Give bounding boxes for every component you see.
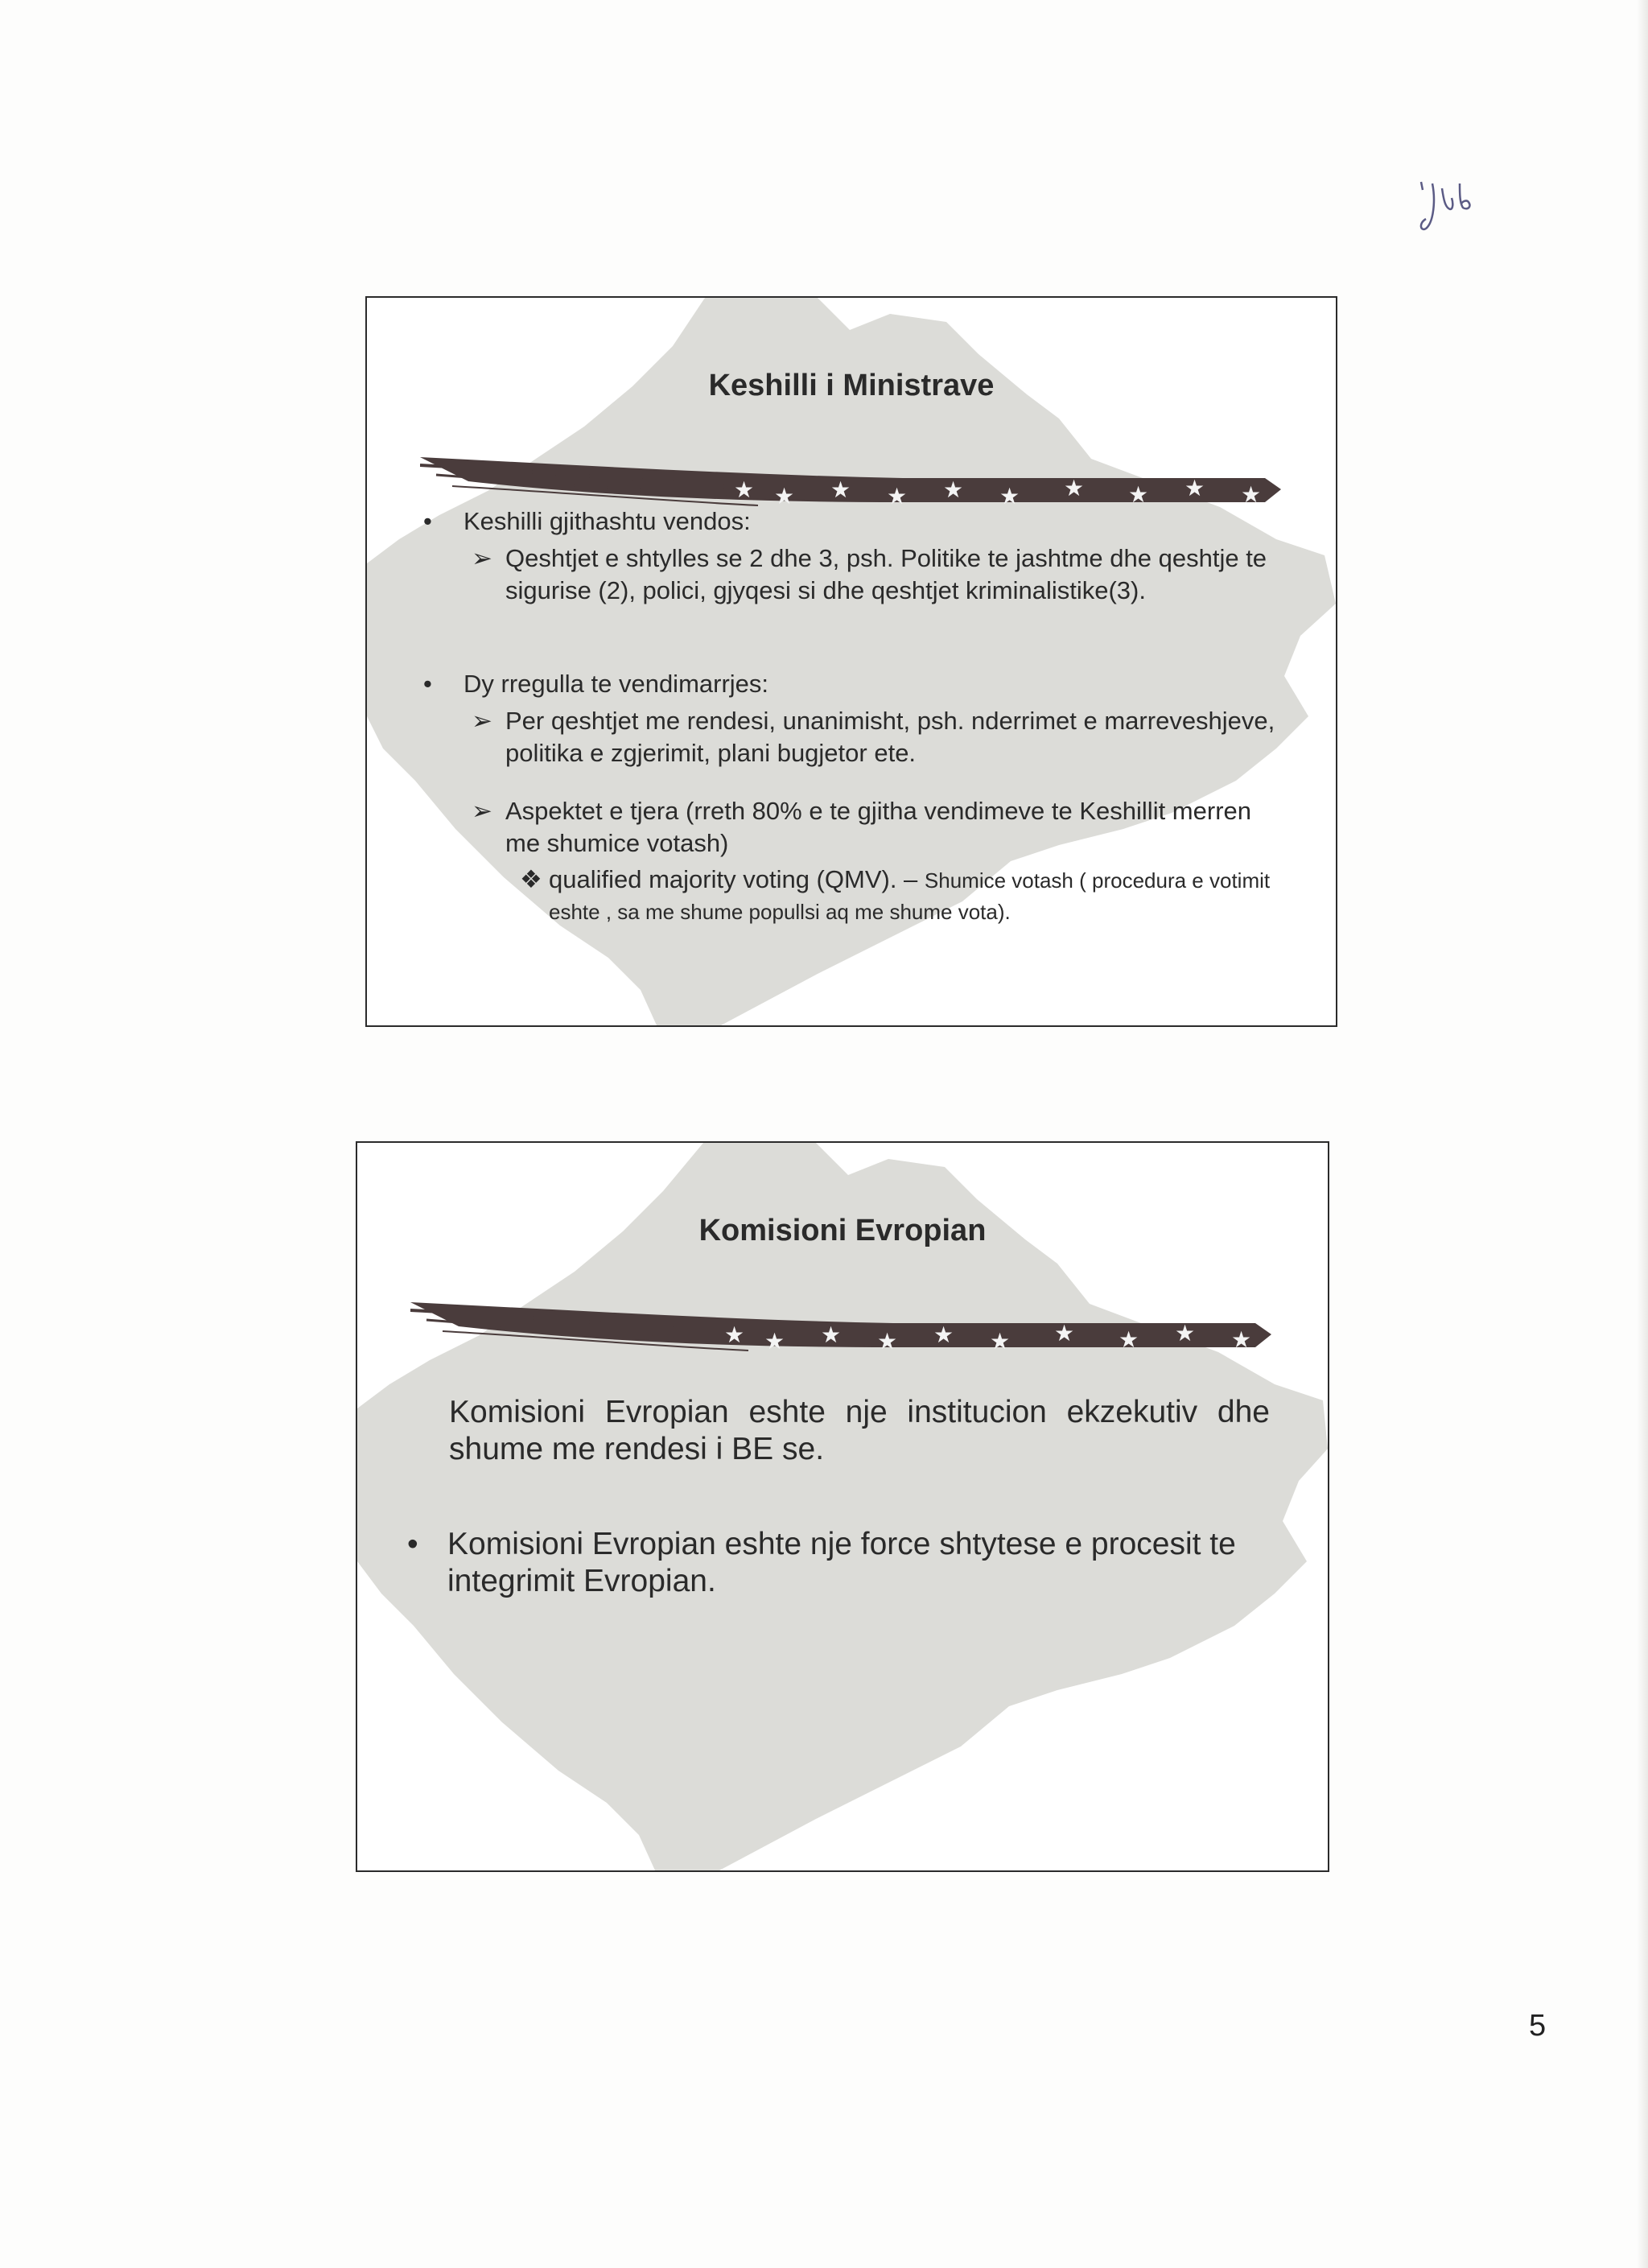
page-number: 5 (1529, 2009, 1547, 2043)
svg-text:★: ★ (1175, 1321, 1196, 1346)
qmv-explanation: Shumice votash ( procedura e votimit eshte , sa me shume popullsi aq me shume vota). (549, 868, 1271, 924)
svg-text:★: ★ (724, 1322, 745, 1347)
svg-text:★: ★ (887, 484, 908, 509)
subsub-bullet-qmv (520, 864, 1292, 927)
svg-text:★: ★ (734, 477, 755, 502)
svg-text:★: ★ (999, 484, 1020, 509)
handwritten-initials (1415, 175, 1479, 240)
svg-text:★: ★ (990, 1329, 1011, 1354)
svg-text:★: ★ (1119, 1327, 1139, 1352)
sub-bullet-aspektet-tjera: ➢ Aspektet e tjera (rreth 80% e te gjitha vendimeve te Keshillit merren me shumice votash) (472, 797, 1252, 857)
svg-text:★: ★ (1184, 476, 1205, 501)
svg-text:★: ★ (774, 484, 795, 509)
svg-text:★: ★ (933, 1322, 954, 1347)
sub-bullet-unanimisht: ➢ Per qeshtjet me rendesi, unanimisht, psh. nderrimet e marreveshjeve, politika e zgjerimit, plani bugjetor ete. (472, 707, 1275, 767)
handwritten-initials-mark (1415, 175, 1479, 240)
svg-text:★: ★ (877, 1329, 898, 1354)
bullet-keshilli-vendos: • Keshilli gjithashtu vendos: (423, 507, 751, 535)
svg-text:★: ★ (830, 477, 851, 502)
svg-text:★: ★ (1054, 1321, 1075, 1346)
paragraph-institucion-ekzekutiv: Komisioni Evropian eshte nje institucion ekzekutiv dhe shume me rendesi i BE se. (449, 1395, 1270, 1466)
slide-title: Keshilli i Ministrave (708, 369, 995, 402)
slide-title: Komisioni Evropian (698, 1214, 987, 1247)
sub-bullet-qeshtjet-shtylles: ➢ Qeshtjet e shtylles se 2 dhe 3, psh. Politike te jashtme dhe qeshtje te sigurise (2), polici, gjyqesi si dhe qeshtjet kriminalistike(3). (472, 544, 1267, 604)
svg-text:★: ★ (764, 1329, 785, 1354)
slide-komisioni-evropian (356, 1141, 1329, 1872)
svg-text:★: ★ (1231, 1327, 1252, 1352)
svg-text:★: ★ (1128, 482, 1149, 507)
svg-text:★: ★ (821, 1322, 842, 1347)
bullet-rregulla-vendimarrjes: • Dy rregulla te vendimarrjes: (423, 670, 769, 698)
diamond-bullet-icon: ❖ (520, 865, 542, 893)
slide-keshilli-i-ministrave (365, 296, 1337, 1027)
scan-edge-shadow (1637, 0, 1648, 2268)
bullet-force-shtytese: • Komisioni Evropian eshte nje force shtytese e procesit te integrimit Evropian. (407, 1527, 1236, 1598)
arrow-bullet-icon: ➢ (472, 707, 492, 735)
arrow-bullet-icon: ➢ (472, 544, 492, 572)
svg-text:★: ★ (1241, 482, 1262, 507)
arrow-bullet-icon: ➢ (472, 797, 492, 825)
bullet-dot: • (407, 1527, 418, 1561)
svg-text:★: ★ (943, 477, 964, 502)
bullet-dot: • (423, 507, 432, 535)
qmv-text: qualified majority voting (QMV). – (549, 865, 925, 893)
svg-text:★: ★ (1064, 476, 1085, 501)
bullet-dot: • (423, 670, 432, 698)
